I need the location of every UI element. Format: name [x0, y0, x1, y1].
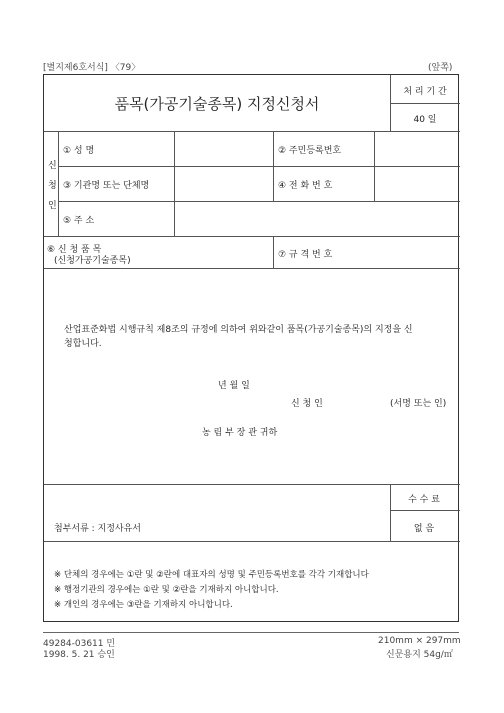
form-number: [별지제6호서식] 〈79〉 — [43, 63, 141, 73]
note-1: ※ 단체의 경우에는 ①란 및 ②란에 대표자의 성명 및 주민등록번호를 각각 기재합니다 — [54, 570, 369, 580]
footer-rule — [43, 632, 459, 633]
divider — [44, 236, 460, 237]
divider — [44, 541, 460, 542]
declaration-line-1: 산업표준화법 시행규칙 제8조의 규정에 의하여 위와같이 품목(가공기술종목)의 지정을 신 — [64, 325, 413, 335]
attachment-note: 첨부서류 : 지정사유서 — [54, 524, 142, 534]
phone-field[interactable] — [376, 168, 458, 199]
form-title: 품목(가공기술종목) 지정신청서 — [114, 95, 320, 113]
applicant-label-char: 청 — [48, 181, 57, 191]
phone-label: ④ 전 화 번 호 — [278, 181, 333, 191]
processing-period-label: 처 리 기 간 — [403, 87, 447, 97]
applicant-label-char: 인 — [48, 201, 57, 211]
name-label: ① 성 명 — [63, 146, 95, 156]
divider — [174, 201, 175, 236]
application-form — [43, 74, 459, 622]
item-sublabel: (신청가공기술종목) — [54, 256, 131, 266]
note-3: ※ 개인의 경우에는 ③란을 기재하지 아니합니다. — [54, 600, 233, 610]
divider — [44, 268, 460, 269]
item-label: ⑥ 신 청 품 목 — [47, 245, 102, 255]
addressee: 농 림 부 장 관 귀하 — [202, 428, 278, 438]
registration-number-field[interactable] — [376, 133, 458, 164]
divider — [44, 484, 460, 485]
organization-field[interactable] — [176, 168, 271, 199]
note-2: ※ 행정기관의 경우에는 ①란 및 ②란을 기재하지 아니합니다. — [54, 585, 279, 595]
applicant-signature-label: 신 청 인 — [291, 399, 323, 409]
registration-number-label: ② 주민등록번호 — [278, 146, 342, 156]
fee-label: 수 수 료 — [408, 495, 440, 505]
applicant-label-char: 신 — [48, 161, 57, 171]
organization-label: ③ 기관명 또는 단체명 — [63, 181, 150, 191]
form-code: 49284-03611 민 — [43, 639, 116, 649]
item-field[interactable] — [176, 238, 271, 266]
paper-type: 신문용지 54g/㎡ — [386, 650, 453, 660]
address-field[interactable] — [176, 203, 458, 234]
date-line: 년 월 일 — [218, 381, 250, 391]
divider — [58, 166, 460, 167]
page-side: (앞쪽) — [428, 63, 453, 73]
fee-value: 없 음 — [413, 524, 435, 534]
divider — [390, 103, 460, 104]
divider — [58, 201, 460, 202]
declaration-line-2: 청합니다. — [64, 339, 102, 349]
approval-date: 1998. 5. 21 승인 — [43, 650, 115, 660]
divider — [44, 131, 460, 132]
signature-note: (서명 또는 인) — [390, 399, 447, 409]
divider — [58, 131, 59, 236]
processing-period-value: 40 일 — [413, 115, 437, 125]
divider — [390, 510, 460, 511]
divider — [273, 236, 274, 268]
address-label: ⑤ 주 소 — [63, 216, 95, 226]
spec-number-field[interactable] — [376, 238, 458, 266]
spec-number-label: ⑦ 규 격 번 호 — [278, 250, 333, 260]
name-field[interactable] — [176, 133, 271, 164]
paper-size: 210mm × 297mm — [378, 636, 461, 646]
